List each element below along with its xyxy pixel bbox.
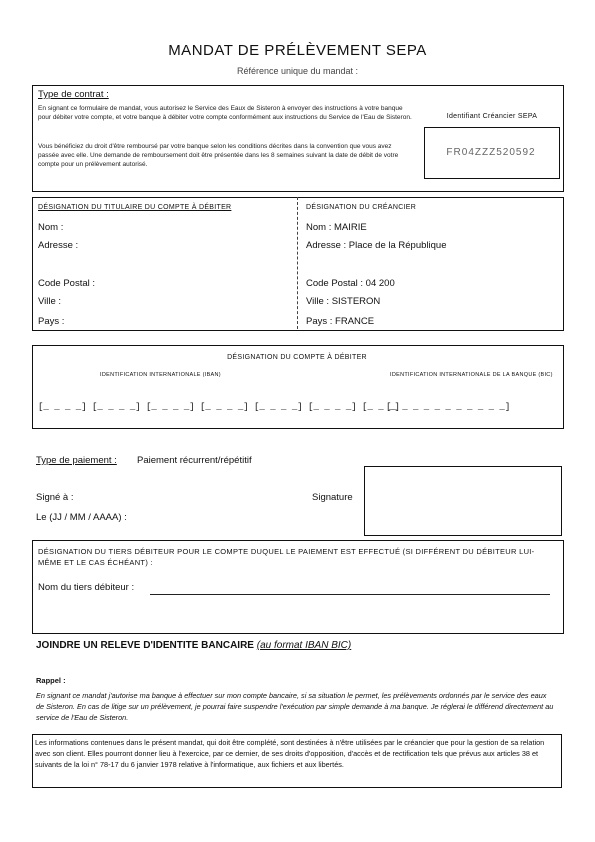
- contract-paragraph-1: En signant ce formulaire de mandat, vous autorisez le Service des Eaux de Sisteron à envoyer des instructions à votre banque pour débiter votre compte, et votre banque à débiter votre compte conformément aux instructions du Service de l'Eau de Sisteron.: [38, 105, 412, 121]
- debtor-heading: DÉSIGNATION DU TITULAIRE DU COMPTE À DÉBITER: [38, 204, 232, 211]
- third-party-name-line: [150, 594, 550, 595]
- creditor-country: Pays : FRANCE: [306, 316, 375, 327]
- iban-label: IDENTIFICATION INTERNATIONALE (IBAN): [100, 372, 221, 378]
- parties-section: [32, 197, 564, 331]
- creditor-address: Adresse : Place de la République: [306, 240, 447, 251]
- third-party-name-label: Nom du tiers débiteur :: [38, 582, 135, 593]
- signature-label: Signature: [312, 492, 353, 503]
- document-title: MANDAT DE PRÉLÈVEMENT SEPA: [168, 42, 427, 59]
- iban-input[interactable]: [_ _ _ _] [_ _ _ _] [_ _ _ _] [_ _ _ _] [_ _ _ _] [_ _ _ _] [_ _ _]: [38, 402, 400, 412]
- signature-box[interactable]: [364, 466, 562, 536]
- mandate-reference-label: Référence unique du mandat :: [236, 66, 359, 76]
- signature-date-label: Le (JJ / MM / AAAA) :: [36, 512, 127, 523]
- creditor-city: Ville : SISTERON: [306, 296, 381, 307]
- join-rib-format: (au format IBAN BIC): [256, 640, 352, 651]
- payment-type-value: Paiement récurrent/répétitif: [137, 455, 252, 466]
- debtor-name-label: Nom :: [38, 222, 64, 233]
- signed-at-label: Signé à :: [36, 492, 74, 503]
- payment-type-label: Type de paiement :: [36, 455, 117, 466]
- creditor-id-label: Identifiant Créancier SEPA: [446, 113, 538, 120]
- third-party-heading: DÉSIGNATION DU TIERS DÉBITEUR POUR LE COMPTE DUQUEL LE PAIEMENT EST EFFECTUÉ (SI DIFFÉRENT DU DÉBITEUR LUI-MÊME ET LE CAS ÉCHÉANT) :: [38, 547, 535, 567]
- reminder-label: Rappel :: [36, 676, 66, 685]
- contract-type-label: Type de contrat :: [38, 89, 109, 100]
- privacy-notice-text: Les informations contenues dans le présent mandat, qui doit être complété, sont destinées à n'être utilisées par le créancier que pour la gestion de sa relation avec son client. Elles pourront donner lieu à l'exercice, par ce dernier, de ses droits d'opposition, d'accès et de rectification tels que prévus aux articles 38 et suivants de la loi n° 78-17 du 6 janvier 1978 relative à l'informatique, aux fichiers et aux libertés.: [35, 738, 545, 769]
- debtor-address-label: Adresse :: [38, 240, 79, 251]
- debtor-country-label: Pays :: [38, 316, 65, 327]
- reminder-text: En signant ce mandat j'autorise ma banque à effectuer sur mon compte bancaire, si sa situation le permet, les prélèvements ordonnés par le service des eaux de Sisteron. En cas de litige sur un prélèvement, je pourrai faire suspendre l'exécution par simple demande à ma banque. Je réglerai le différend directement au service de l'Eau de Sisteron.: [36, 691, 554, 722]
- bic-label: IDENTIFICATION INTERNATIONALE DE LA BANQUE (BIC): [390, 372, 553, 378]
- join-rib-notice: [36, 640, 351, 651]
- creditor-heading: DÉSIGNATION DU CRÉANCIER: [306, 204, 417, 211]
- account-heading: DÉSIGNATION DU COMPTE À DÉBITER: [227, 354, 367, 361]
- creditor-postal: Code Postal : 04 200: [306, 278, 395, 289]
- creditor-id-value: FR04ZZZ520592: [446, 147, 536, 158]
- contract-paragraph-2: Vous bénéficiez du droit d'être remboursé par votre banque selon les conditions décrites dans la convention que vous avez passée avec elle. Une demande de remboursement doit être présentée dans les 8 semaines suivant la date de débit de votre compte pour un prélèvement autorisé.: [38, 143, 399, 168]
- debtor-city-label: Ville :: [38, 296, 62, 307]
- debtor-postal-label: Code Postal :: [38, 278, 96, 289]
- bic-input[interactable]: [_ _ _ _ _ _ _ _ _ _ _]: [386, 402, 511, 412]
- creditor-name: Nom : MAIRIE: [306, 222, 367, 233]
- join-rib-text: JOINDRE UN RELEVE D'IDENTITE BANCAIRE: [36, 640, 254, 651]
- parties-divider: [297, 197, 298, 329]
